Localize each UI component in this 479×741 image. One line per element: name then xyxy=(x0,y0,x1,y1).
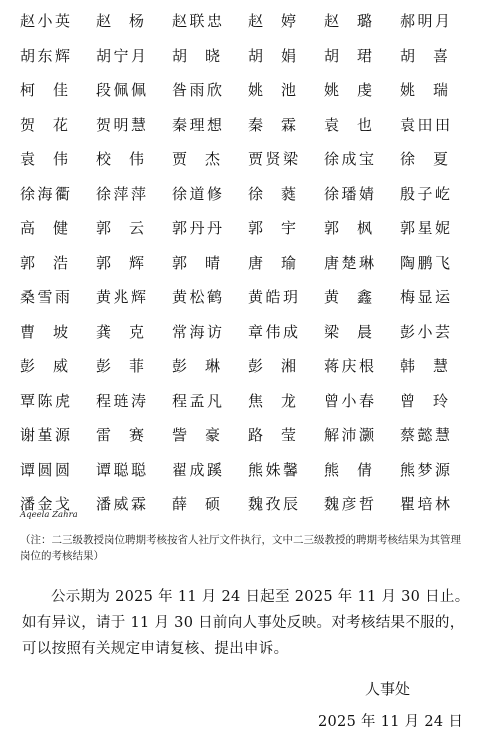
name-entry: 曹 坡 xyxy=(20,322,68,341)
name-entry: 曾 小 春 xyxy=(324,391,374,410)
name-entry: 訾 豪 xyxy=(172,426,220,445)
name-entry: 袁 伟 xyxy=(20,150,68,169)
name-entry: 胡 晓 xyxy=(172,46,220,65)
name-entry: 郭 宇 xyxy=(248,219,296,238)
name-entry: 黄 兆 辉 xyxy=(96,288,146,307)
name-entry: 柯 佳 xyxy=(20,81,68,100)
footnote: （注：二三级教授岗位聘期考核按省人社厅文件执行，文中二三级教授的聘期考核结果为其管理岗位的考核结果） xyxy=(20,534,461,562)
name-entry: 赵 婷 xyxy=(248,12,296,31)
name-entry: 龚 克 xyxy=(96,322,144,341)
name-entry: 徐 蕤 xyxy=(248,184,296,203)
name-entry: 徐 海 衢 xyxy=(20,184,70,203)
name-entry: 郭 浩 xyxy=(20,253,68,272)
name-entry: 雷 赛 xyxy=(96,426,144,445)
name-entry: 黄 松 鹤 xyxy=(172,288,222,307)
name-entry: 赵 联 忠 xyxy=(172,12,222,31)
name-entry: 姚 池 xyxy=(248,81,296,100)
name-entry: 徐 夏 xyxy=(400,150,448,169)
name-entry: 翟 成 蹊 xyxy=(172,460,222,479)
name-entry: 覃 陈 虎 xyxy=(20,391,70,410)
handwritten-signature: Aqeela Zahra xyxy=(20,510,78,520)
name-entry: 谭 聪 聪 xyxy=(96,460,146,479)
name-entry: 陶 鹏 飞 xyxy=(400,253,450,272)
name-entry: 袁 也 xyxy=(324,115,372,134)
name-entry: 黄 皓 玥 xyxy=(248,288,298,307)
name-entry: 徐 璠 婧 xyxy=(324,184,374,203)
name-entry: 曾 玲 xyxy=(400,391,448,410)
name-entry: 唐 楚 琳 xyxy=(324,253,374,272)
name-entry: 秦 理 想 xyxy=(172,115,222,134)
name-entry: 赵 璐 xyxy=(324,12,372,31)
name-entry: 贺 花 xyxy=(20,115,68,134)
name-entry: 郭 云 xyxy=(96,219,144,238)
name-entry: 焦 龙 xyxy=(248,391,296,410)
name-entry: 彭 湘 xyxy=(248,357,296,376)
name-entry: 胡 喜 xyxy=(400,46,448,65)
name-entry: 熊 姝 馨 xyxy=(248,460,298,479)
name-entry: 徐 萍 萍 xyxy=(96,184,146,203)
name-entry: 徐 道 修 xyxy=(172,184,222,203)
name-entry: 郝 明 月 xyxy=(400,12,450,31)
name-entry: 潘 金 戈 xyxy=(20,495,70,514)
name-entry: 解 沛 灏 xyxy=(324,426,374,445)
name-entry: 谢 堇 源 xyxy=(20,426,70,445)
name-entry: 彭 菲 xyxy=(96,357,144,376)
name-entry: 桑 雪 雨 xyxy=(20,288,70,307)
name-entry: 蔡 懿 慧 xyxy=(400,426,450,445)
name-entry: 常 海 访 xyxy=(172,322,222,341)
name-entry: 贾 贤 梁 xyxy=(248,150,298,169)
issuing-department: 人事处 xyxy=(365,680,411,698)
name-entry: 黄 鑫 xyxy=(324,288,372,307)
name-entry: 段 佩 佩 xyxy=(96,81,146,100)
name-entry: 校 伟 xyxy=(96,150,144,169)
name-entry: 谭 圆 圆 xyxy=(20,460,70,479)
name-entry: 唐 瑜 xyxy=(248,253,296,272)
name-entry: 郭 丹 丹 xyxy=(172,219,222,238)
name-entry: 郭 星 妮 xyxy=(400,219,450,238)
name-entry: 胡 东 辉 xyxy=(20,46,70,65)
name-entry: 熊 倩 xyxy=(324,460,372,479)
name-entry: 程 琏 涛 xyxy=(96,391,146,410)
name-entry: 章 伟 成 xyxy=(248,322,298,341)
name-entry: 郭 晴 xyxy=(172,253,220,272)
name-entry: 赵 小 英 xyxy=(20,12,70,31)
name-entry: 赵 杨 xyxy=(96,12,144,31)
name-entry: 殷 子 屹 xyxy=(400,184,450,203)
name-entry: 彭 琳 xyxy=(172,357,220,376)
name-entry: 高 健 xyxy=(20,219,68,238)
name-entry: 魏 孜 辰 xyxy=(248,495,298,514)
name-entry: 梅 显 运 xyxy=(400,288,450,307)
name-entry: 袁 田 田 xyxy=(400,115,450,134)
name-entry: 韩 慧 xyxy=(400,357,448,376)
name-entry: 贾 杰 xyxy=(172,150,220,169)
issue-date: 2025 年 11 月 24 日 xyxy=(318,714,464,730)
publicity-notice: 公示期为 2025 年 11 月 24 日起至 2025 年 11 月 30 日止。如有异议，请于 11 月 30 日前向人事处反映。对考核结果不服的，可以按照有关规定申请复核、提出申诉。 xyxy=(22,589,470,657)
name-entry: 薛 硕 xyxy=(172,495,220,514)
name-entry: 姚 虔 xyxy=(324,81,372,100)
name-entry: 蒋 庆 根 xyxy=(324,357,374,376)
name-entry: 徐 成 宝 xyxy=(324,150,374,169)
name-entry: 秦 霖 xyxy=(248,115,296,134)
name-entry: 程 孟 凡 xyxy=(172,391,222,410)
name-entry: 胡 宁 月 xyxy=(96,46,146,65)
name-entry: 郭 枫 xyxy=(324,219,372,238)
name-entry: 郭 辉 xyxy=(96,253,144,272)
name-entry: 潘 威 霖 xyxy=(96,495,146,514)
name-entry: 熊 梦 源 xyxy=(400,460,450,479)
name-entry: 胡 珺 xyxy=(324,46,372,65)
name-entry: 瞿 培 林 xyxy=(400,495,450,514)
name-entry: 彭 威 xyxy=(20,357,68,376)
name-entry: 胡 娟 xyxy=(248,46,296,65)
name-entry: 路 莹 xyxy=(248,426,296,445)
names-list xyxy=(20,4,476,522)
name-entry: 昝 雨 欣 xyxy=(172,81,222,100)
name-entry: 彭 小 芸 xyxy=(400,322,450,341)
name-entry: 贺 明 慧 xyxy=(96,115,146,134)
name-entry: 梁 晨 xyxy=(324,322,372,341)
name-entry: 姚 瑞 xyxy=(400,81,448,100)
name-entry: 魏 彦 哲 xyxy=(324,495,374,514)
